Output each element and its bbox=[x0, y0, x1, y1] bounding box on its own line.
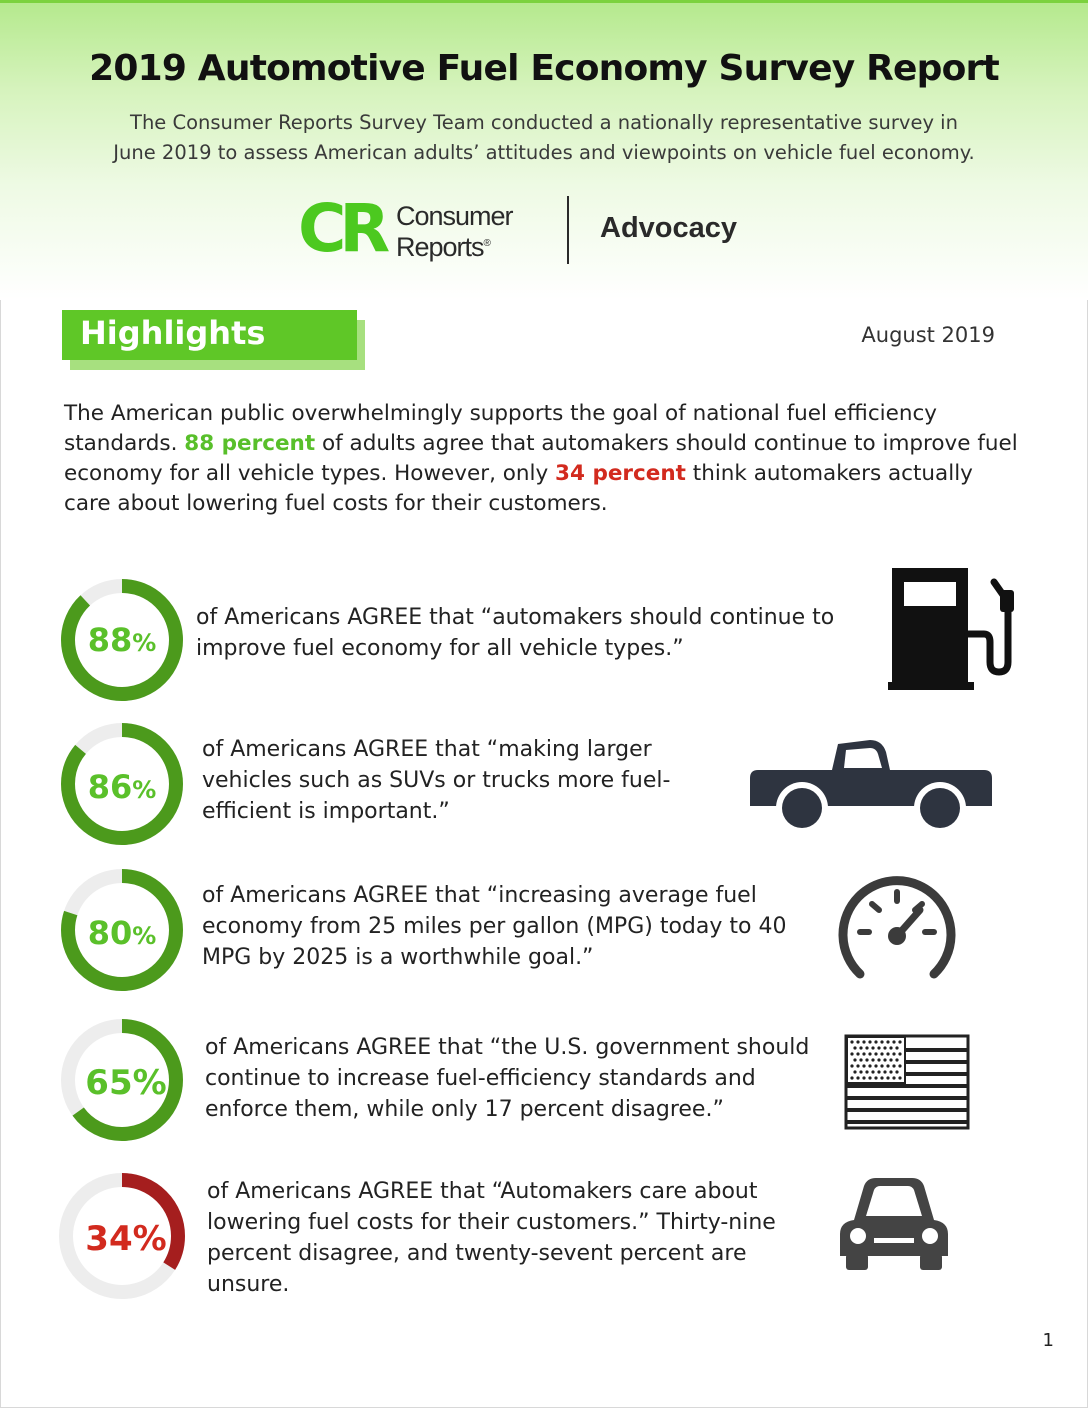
car-front-icon bbox=[834, 1176, 954, 1272]
flag-star bbox=[862, 1064, 865, 1067]
pump-nozzle bbox=[1000, 590, 1014, 612]
registered-mark: ® bbox=[483, 238, 490, 249]
flag-star bbox=[868, 1064, 871, 1067]
flag-star bbox=[898, 1052, 901, 1055]
flag-star bbox=[856, 1040, 859, 1043]
flag-star bbox=[856, 1052, 859, 1055]
flag-star bbox=[889, 1070, 892, 1073]
percent-value bbox=[88, 621, 157, 659]
flag-star bbox=[871, 1070, 874, 1073]
percent-ring bbox=[58, 576, 186, 704]
flag-star bbox=[889, 1058, 892, 1061]
flag-star bbox=[880, 1052, 883, 1055]
flag-star bbox=[856, 1076, 859, 1079]
header-top-rule bbox=[0, 0, 1088, 3]
stat-description: of Americans AGREE that “increasing average fuel economy from 25 miles per gallon (MPG) today to 40 MPG by 2025 is a worthwhile goal.” bbox=[202, 883, 787, 970]
stat-description: of Americans AGREE that “Automakers care about lowering fuel costs for their customers.” Thirty-nine percent disagree, and twenty-sevent percent are unsure. bbox=[207, 1179, 776, 1297]
wordmark-reports-line bbox=[396, 230, 513, 261]
percent-sign: % bbox=[132, 776, 157, 804]
pump-display bbox=[904, 582, 956, 606]
percent-ring bbox=[58, 720, 186, 848]
wordmark-consumer: Consumer bbox=[396, 201, 513, 231]
flag-star bbox=[883, 1058, 886, 1061]
highlights-summary bbox=[64, 399, 1024, 519]
flag-star bbox=[880, 1040, 883, 1043]
flag-star bbox=[853, 1046, 856, 1049]
intro-line-1: The Consumer Reports Survey Team conducted a nationally representative survey in bbox=[130, 111, 958, 134]
flag-star bbox=[862, 1076, 865, 1079]
summary-text-3: think automakers actually care about lowering fuel costs for their customers. bbox=[64, 461, 973, 516]
flag-star bbox=[895, 1058, 898, 1061]
car-tire-right bbox=[920, 1254, 942, 1270]
percent-number: 86 bbox=[87, 768, 133, 806]
flag-star bbox=[895, 1070, 898, 1073]
flag-star bbox=[868, 1076, 871, 1079]
flag-star bbox=[859, 1046, 862, 1049]
report-date: August 2019 bbox=[861, 323, 995, 347]
truck-wheel bbox=[920, 788, 960, 828]
stat-description: of Americans AGREE that “the U.S. government should continue to increase fuel-efficiency standards and enforce them, while only 17 percent disagree.” bbox=[205, 1035, 810, 1122]
flag-star bbox=[898, 1040, 901, 1043]
flag-star bbox=[886, 1064, 889, 1067]
percent-ring bbox=[58, 1168, 186, 1304]
car-windshield bbox=[866, 1186, 922, 1216]
flag-star bbox=[889, 1046, 892, 1049]
flag-star bbox=[853, 1058, 856, 1061]
summary-text-1: The American public overwhelmingly supports the goal of national fuel efficiency standards. bbox=[64, 401, 938, 456]
percent-number: 65 bbox=[85, 1063, 133, 1103]
flag-star bbox=[868, 1040, 871, 1043]
report-intro bbox=[70, 108, 1018, 168]
speedometer-icon bbox=[836, 872, 958, 980]
flag-star bbox=[886, 1076, 889, 1079]
us-flag-icon bbox=[844, 1034, 972, 1130]
pickup-truck-icon bbox=[746, 740, 996, 836]
flag-star bbox=[871, 1058, 874, 1061]
flag-star bbox=[865, 1058, 868, 1061]
percent-number: 88 bbox=[87, 621, 133, 659]
advocacy-label: Advocacy bbox=[600, 212, 738, 244]
flag-star bbox=[895, 1046, 898, 1049]
percent-value bbox=[85, 1219, 166, 1259]
summary-text-2: of adults agree that automakers should continue to improve fuel economy for all vehicle types. However, only bbox=[64, 431, 1018, 486]
flag-star bbox=[850, 1064, 853, 1067]
percent-sign: % bbox=[132, 629, 157, 657]
percent-value bbox=[88, 768, 157, 806]
flag-star bbox=[865, 1070, 868, 1073]
flag-star bbox=[862, 1052, 865, 1055]
percent-ring bbox=[58, 1016, 186, 1144]
flag-star bbox=[892, 1052, 895, 1055]
fuel-pump-icon bbox=[888, 566, 1020, 690]
flag-star bbox=[853, 1070, 856, 1073]
page-number: 1 bbox=[1042, 1330, 1054, 1351]
flag-star bbox=[868, 1052, 871, 1055]
flag-star bbox=[886, 1040, 889, 1043]
truck-wheel bbox=[782, 788, 822, 828]
percent-number: 80 bbox=[87, 914, 133, 952]
flag-star bbox=[880, 1076, 883, 1079]
flag-star bbox=[883, 1046, 886, 1049]
percent-sign: % bbox=[132, 922, 157, 950]
gauge-hub bbox=[888, 927, 906, 945]
highlights-heading: Highlights bbox=[80, 314, 266, 352]
flag-star bbox=[865, 1046, 868, 1049]
flag-star bbox=[880, 1064, 883, 1067]
consumer-reports-wordmark bbox=[396, 202, 513, 261]
report-title: 2019 Automotive Fuel Economy Survey Report bbox=[89, 48, 999, 89]
flag-star bbox=[862, 1040, 865, 1043]
flag-star bbox=[850, 1076, 853, 1079]
summary-highlight-green: 88 percent bbox=[184, 431, 316, 456]
percent-sign: % bbox=[132, 1063, 167, 1103]
flag-star bbox=[892, 1064, 895, 1067]
truck-window bbox=[844, 748, 882, 768]
pump-base bbox=[888, 682, 974, 690]
summary-highlight-red: 34 percent bbox=[555, 461, 686, 486]
flag-star bbox=[877, 1046, 880, 1049]
flag-star bbox=[871, 1046, 874, 1049]
flag-star bbox=[850, 1040, 853, 1043]
car-tire-left bbox=[846, 1254, 868, 1270]
car-headlight-left bbox=[850, 1228, 866, 1244]
flag-star bbox=[859, 1058, 862, 1061]
flag-star bbox=[898, 1076, 901, 1079]
flag-star bbox=[877, 1070, 880, 1073]
cr-logo-mark: CR bbox=[298, 190, 384, 267]
flag-star bbox=[874, 1064, 877, 1067]
flag-star bbox=[874, 1040, 877, 1043]
flag-star bbox=[874, 1052, 877, 1055]
percent-value bbox=[85, 1063, 166, 1103]
flag-star bbox=[874, 1076, 877, 1079]
flag-star bbox=[892, 1040, 895, 1043]
percent-sign: % bbox=[132, 1219, 167, 1259]
flag-star bbox=[883, 1070, 886, 1073]
stat-description: of Americans AGREE that “making larger vehicles such as SUVs or trucks more fuel-efficient is important.” bbox=[202, 737, 671, 824]
gauge-tick bbox=[872, 904, 879, 910]
wordmark-reports: Reports bbox=[396, 232, 484, 262]
flag-star bbox=[856, 1064, 859, 1067]
intro-line-2: June 2019 to assess American adults’ attitudes and viewpoints on vehicle fuel economy. bbox=[113, 141, 975, 164]
logo-divider bbox=[567, 196, 569, 264]
flag-star bbox=[898, 1064, 901, 1067]
percent-value bbox=[88, 914, 157, 952]
car-headlight-right bbox=[922, 1228, 938, 1244]
percent-number: 34 bbox=[85, 1219, 133, 1259]
flag-star bbox=[877, 1058, 880, 1061]
stat-description: of Americans AGREE that “automakers should continue to improve fuel economy for all vehicle types.” bbox=[196, 605, 835, 661]
flag-star bbox=[892, 1076, 895, 1079]
car-grille bbox=[874, 1238, 914, 1243]
percent-ring bbox=[58, 866, 186, 994]
flag-star bbox=[850, 1052, 853, 1055]
flag-star bbox=[859, 1070, 862, 1073]
flag-star bbox=[886, 1052, 889, 1055]
